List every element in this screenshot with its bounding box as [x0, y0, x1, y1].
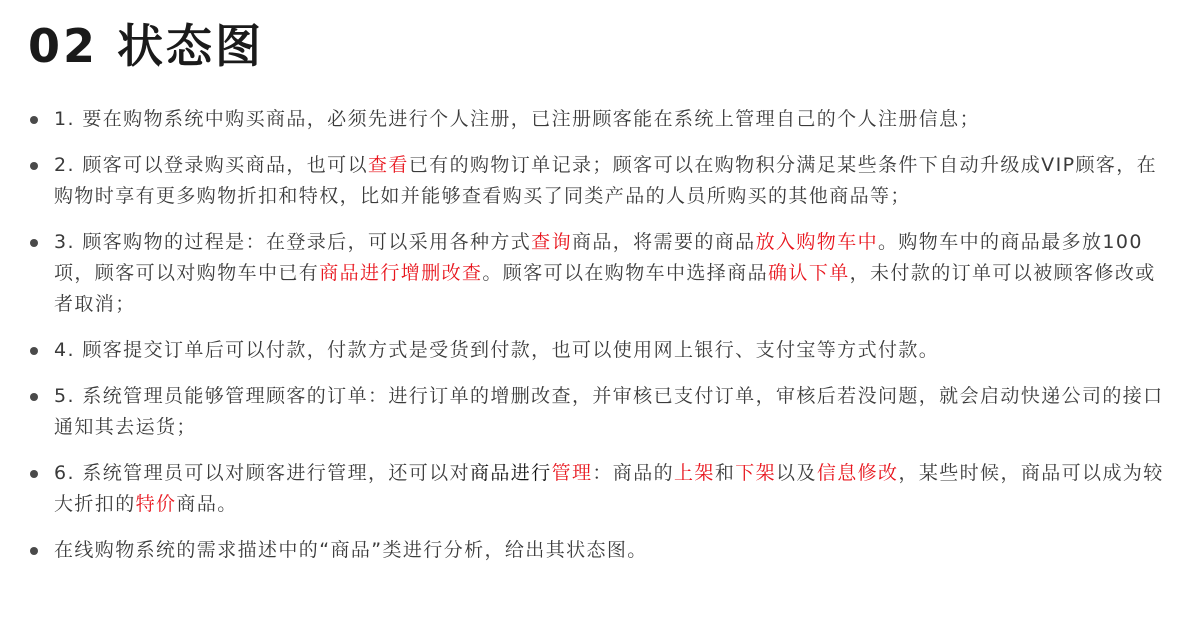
highlight-text: 商品进行增删改查: [319, 262, 483, 284]
text-segment: 已有的购物订单记录；顾客可以在购物积分满足某些条件下自动升级成VIP顾客，在购物时享有更多购物折扣和特权，比如并能够查看购买了同类产品的人员所购买的其他商品等；: [54, 154, 1158, 207]
requirements-list: [28, 104, 1168, 581]
page-title: 02 状态图: [28, 19, 265, 73]
highlight-text: 管理: [551, 462, 593, 484]
text-segment: 4. 顾客提交订单后可以付款，付款方式是受货到付款，也可以使用网上银行、支付宝等方式付款。: [54, 339, 940, 361]
bullet-icon: [30, 162, 38, 170]
bullet-icon: [30, 470, 38, 478]
bullet-icon: [30, 116, 38, 124]
text-segment: 以及: [776, 462, 817, 484]
text-segment: 。顾客可以在购物车中选择商品: [482, 262, 769, 284]
list-item: [28, 381, 1168, 443]
bullet-icon: [30, 547, 38, 555]
highlight-text: 特价: [135, 493, 177, 515]
list-item: [28, 104, 1168, 135]
text-segment: 1. 要在购物系统中购买商品，必须先进行个人注册，已注册顾客能在系统上管理自己的个人注册信息；: [54, 108, 980, 130]
highlight-text: 确认下单: [768, 262, 850, 284]
text-segment: 2. 顾客可以登录购买商品，也可以: [54, 154, 368, 176]
text-segment: 5. 系统管理员能够管理顾客的订单：进行订单的增删改查，并审核已支付订单，审核后若没问题，就会启动快递公司的接口通知其去运货；: [54, 385, 1164, 438]
list-item: [28, 335, 1168, 366]
bullet-icon: [30, 393, 38, 401]
text-segment: ，某些时候，商品可以成为较大折扣的: [54, 462, 1164, 515]
text-segment: 6. 系统管理员可以对顾客进行管理，还可以对: [54, 462, 470, 484]
bullet-icon: [30, 239, 38, 247]
highlight-text: 上架: [674, 462, 715, 484]
list-item: [28, 458, 1168, 520]
highlight-text: 查询: [531, 231, 572, 253]
text-segment: 3. 顾客购物的过程是：在登录后，可以采用各种方式: [54, 231, 532, 253]
dark-text: 商品进行: [469, 462, 552, 484]
list-item: [28, 227, 1168, 320]
highlight-text: 放入购物车中: [755, 231, 878, 253]
highlight-text: 信息修改: [816, 462, 899, 484]
text-segment: 。购物车中的商品最多放100项，顾客可以对购物车中已有: [54, 231, 1143, 284]
list-item: [28, 535, 1168, 566]
text-segment: 商品，将需要的商品: [571, 231, 756, 253]
highlight-text: 查看: [367, 154, 409, 176]
highlight-text: 下架: [735, 462, 777, 484]
text-segment: 和: [714, 462, 736, 484]
text-segment: ：商品的: [592, 462, 674, 484]
bullet-icon: [30, 347, 38, 355]
list-item: [28, 150, 1168, 212]
text-segment: ，未付款的订单可以被顾客修改或者取消；: [54, 262, 1156, 315]
text-segment: 在线购物系统的需求描述中的“商品”类进行分析，给出其状态图。: [54, 539, 648, 561]
text-segment: 商品。: [176, 493, 238, 515]
